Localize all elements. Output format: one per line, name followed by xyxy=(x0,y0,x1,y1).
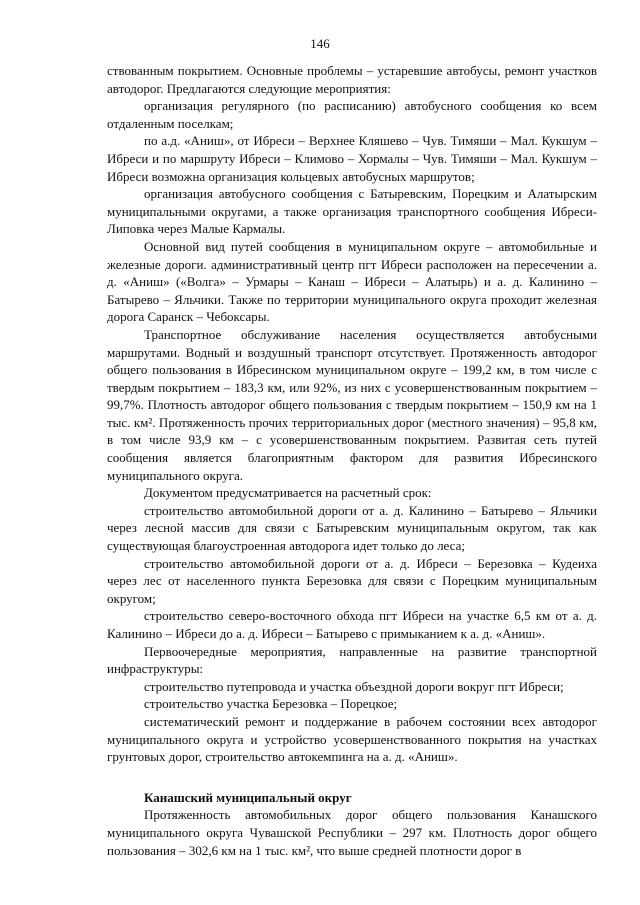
paragraph: Документом предусматривается на расчетный срок: xyxy=(144,485,432,501)
paragraph: Основной вид путей сообщения в муниципальном округе – автомобильные и железные дороги. административный центр пгт Ибреси расположен на пересечении а. д. «Аниш» («Волга» – Урмары – Канаш – Ибреси – Алатырь) и а. д. Калинино – Батырево – Яльчики. Также по территории муниципального округа проходит железная дорога Саранск – Чебоксары. xyxy=(107,238,597,325)
paragraph: строительство участка Березовка – Порецкое; xyxy=(144,696,398,712)
paragraph: строительство автомобильной дороги от а. д. Калинино – Батырево – Яльчики через лесной массив для связи с Батыревским муниципальным округом, так как существующая благоустроенная автодорога идет только до леса; xyxy=(107,502,597,554)
paragraph: строительство северо-восточного обхода пгт Ибреси на участке 6,5 км от а. д. Калинино – Ибреси до а. д. Ибреси – Батырево с примыканием к а. д. «Аниш». xyxy=(107,608,597,641)
page-number: 146 xyxy=(310,36,330,51)
paragraph: по а.д. «Аниш», от Ибреси – Верхнее Кляшево – Чув. Тимяши – Мал. Кукшум – Ибреси и по маршруту Ибреси – Климово – Хормалы – Чув. Тимяши – Мал. Кукшум – Ибреси возможна организация кольцевых автобусных маршрутов; xyxy=(107,133,597,184)
paragraph: строительство путепровода и участка объездной дороги вокруг пгт Ибреси; xyxy=(144,678,564,694)
section-paragraph: Протяженность автомобильных дорог общего пользования Канашского муниципального округа Чувашской Республики – 297 км. Плотность дорог общего пользования – 302,6 км на 1 тыс. км², что выше средней плотности дорог в xyxy=(107,807,597,858)
paragraph: организация регулярного (по расписанию) автобусного сообщения ко всем отдаленным поселкам; xyxy=(107,98,597,131)
paragraph: систематический ремонт и поддержание в рабочем состоянии всех автодорог муниципального округа и устройство усовершенствованного покрытия на участках грунтовых дорог, строительство автокемпинга на а. д. «Аниш». xyxy=(107,713,597,765)
paragraph: строительство автомобильной дороги от а. д. Ибреси – Березовка – Кудеиха через лес от населенного пункта Березовка для связи с Порецким муниципальным округом; xyxy=(107,555,597,606)
page-content xyxy=(107,62,597,859)
paragraph-continuation: ствованным покрытием. Основные проблемы – устаревшие автобусы, ремонт участков автодорог. Предлагаются следующие мероприятия: xyxy=(107,63,597,96)
section-heading: Канашский муниципальный округ xyxy=(144,789,352,805)
paragraph: Первоочередные мероприятия, направленные на развитие транспортной инфраструктуры: xyxy=(107,643,597,677)
paragraph: организация автобусного сообщения с Батыревским, Порецким и Алатырским муниципальными округами, а также организация транспортного сообщения Ибреси-Липовка через Малые Кармалы. xyxy=(107,186,597,237)
paragraph: Транспортное обслуживание населения осуществляется автобусными маршрутами. Водный и воздушный транспорт отсутствует. Протяженность автодорог общего пользования в Ибресинском муниципальном округе – 199,2 км, в том числе с твердым покрытием – 183,3 км, или 92%, из них с усовершенствованным покрытием – 99,7%. Плотность автодорог общего пользования с твердым покрытием – 150,9 км на 1 тыс. км². Протяженность прочих территориальных дорог (местного значения) – 95,8 км, в том числе 93,9 км – с усовершенствованным покрытием. Развитая сеть путей сообщения является благоприятным фактором для развития Ибресинского муниципального округа. xyxy=(107,326,597,483)
